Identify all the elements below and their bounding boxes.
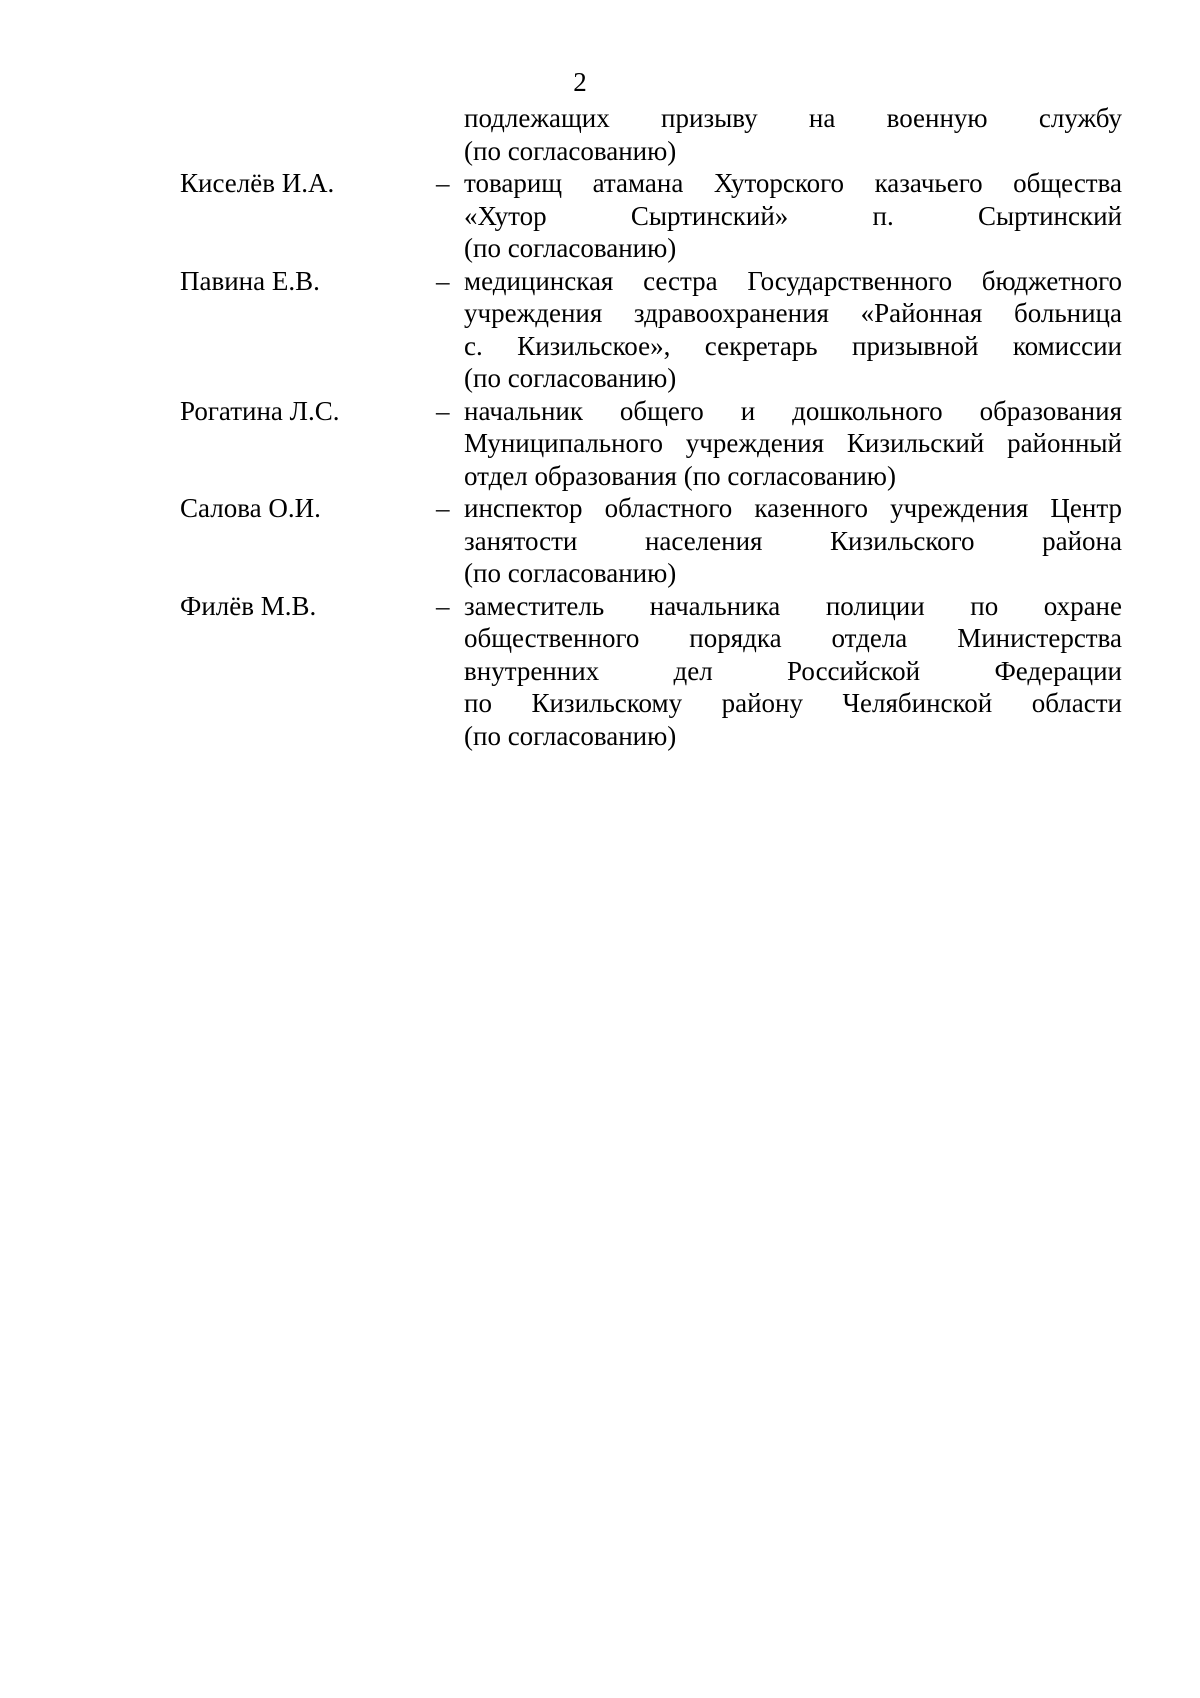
position-line: с. Кизильское», секретарь призывной комиссии: [464, 330, 1122, 361]
position-line: отдел образования (по согласованию): [464, 460, 896, 491]
member-name: Киселёв И.А.: [180, 168, 335, 198]
page-number: 2: [573, 67, 587, 97]
commission-member-list: [180, 102, 1122, 752]
member-position: [464, 265, 1122, 395]
position-line: товарищ атамана Хуторского казачьего общества: [464, 168, 1122, 198]
list-item: [180, 265, 1122, 395]
member-position: [464, 590, 1122, 753]
dash-separator: –: [436, 168, 450, 198]
position-line: по Кизильскому району Челябинской области: [464, 688, 1122, 718]
position-line: занятости населения Кизильского района: [464, 525, 1122, 556]
position-line: (по согласованию): [464, 558, 677, 588]
position-line: учреждения здравоохранения «Районная больница: [464, 298, 1122, 328]
position-line: Муниципального учреждения Кизильский районный: [464, 428, 1122, 458]
position-line: начальник общего и дошкольного образования: [464, 395, 1122, 426]
dash-separator: –: [436, 265, 450, 296]
position-line: подлежащих призыву на военную службу: [464, 103, 1122, 133]
list-item: [180, 395, 1122, 493]
position-line: (по согласованию): [464, 363, 677, 393]
dash-separator: –: [436, 395, 450, 426]
position-line: инспектор областного казенного учреждения Центр: [464, 493, 1122, 523]
dash-separator: –: [436, 493, 450, 523]
position-line: «Хутор Сыртинский» п. Сыртинский: [464, 200, 1122, 231]
list-item: [180, 492, 1122, 590]
list-item: [180, 590, 1122, 753]
member-position: [464, 167, 1122, 265]
position-line: (по согласованию): [464, 720, 677, 751]
position-line: заместитель начальника полиции по охране: [464, 590, 1122, 621]
list-item: [180, 167, 1122, 265]
position-line: (по согласованию): [464, 233, 677, 263]
dash-separator: –: [436, 590, 450, 621]
member-name: Павина Е.В.: [180, 265, 320, 296]
member-position: [464, 102, 1122, 167]
position-line: внутренних дел Российской Федерации: [464, 655, 1122, 686]
position-line: медицинская сестра Государственного бюджетного: [464, 265, 1122, 296]
member-name: Салова О.И.: [180, 493, 321, 523]
member-name: Рогатина Л.С.: [180, 395, 340, 426]
member-position: [464, 492, 1122, 590]
position-line: общественного порядка отдела Министерства: [464, 623, 1122, 653]
list-item: [180, 102, 1122, 167]
position-line: (по согласованию): [464, 135, 677, 166]
member-name: Филёв М.В.: [180, 590, 317, 621]
member-position: [464, 395, 1122, 493]
